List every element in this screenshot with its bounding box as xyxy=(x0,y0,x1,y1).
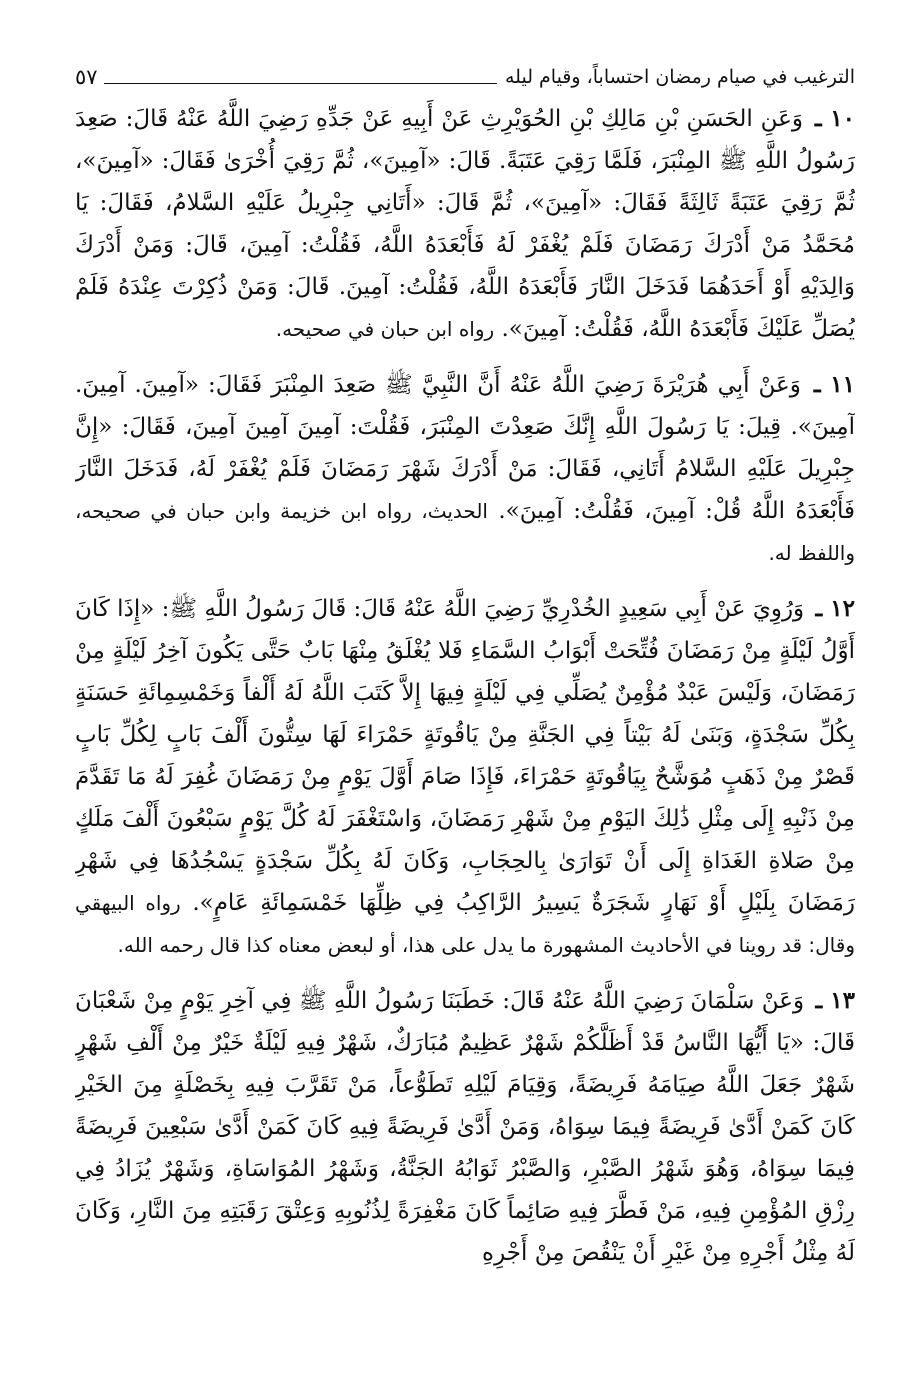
hadith-number: ١٢ ـ xyxy=(815,595,855,622)
hadith-text: وَعَنْ أَبِي هُرَيْرَةَ رَضِيَ اللَّهُ عَنْهُ أَنَّ النَّبِيَّ ﷺ صَعِدَ المِنْبَرَ فَقَالَ: «آمِينَ. آمِينَ. آمِينَ». قِيلَ: يَا رَسُولَ اللَّهِ إِنَّكَ صَعِدْتَ المِنْبَرَ، فَقُلْتَ: آمِينَ آمِينَ آمِينَ، فَقَالَ: «إِنَّ جِبْرِيلَ عَلَيْهِ السَّلامُ أَتَانِي، فَقَالَ: مَنْ أَدْرَكَ شَهْرَ رَمَضَانَ فَلَمْ يُغْفَرْ لَهُ، فَدَخَلَ النَّارَ فَأَبْعَدَهُ اللَّهُ قُلْ: آمِينَ، فَقُلْتُ: آمِينَ». xyxy=(75,372,855,524)
hadith-paragraph xyxy=(75,98,855,350)
hadith-number: ١٣ ـ xyxy=(815,987,855,1014)
hadith-paragraph xyxy=(75,588,855,966)
hadith-number: ١١ ـ xyxy=(813,371,855,398)
page-number: ٥٧ xyxy=(75,65,98,89)
book-page xyxy=(75,62,855,1352)
hadith-source: رواه ابن حبان في صحيحه. xyxy=(275,317,495,341)
hadith-source: رواه البيهقي وقال: قد روينا في الأحاديث المشهورة ما يدل على هذا، أو لبعض معناه كذا قال رحمه الله. xyxy=(75,891,855,957)
hadith-text: وَعَنْ سَلْمَانَ رَضِيَ اللَّهُ عَنْهُ قَالَ: خَطَبَنَا رَسُولُ اللَّهِ ﷺ فِي آخِرِ يَوْمٍ مِنْ شَعْبَانَ قَالَ: «يَا أَيُّهَا النَّاسُ قَدْ أَظَلَّكُمْ شَهْرٌ عَظِيمٌ مُبَارَكٌ، شَهْرٌ فِيهِ لَيْلَةٌ خَيْرٌ مِنْ أَلْفِ شَهْرٍ شَهْرٌ جَعَلَ اللَّهُ صِيَامَهُ فَرِيضَةً، وَقِيَامَ لَيْلِهِ تَطَوُّعاً، مَنْ تَقَرَّبَ فِيهِ بِخَصْلَةٍ مِنَ الخَيْرِ كَانَ كَمَنْ أَدَّىٰ فَرِيضَةً فِيمَا سِوَاهُ، وَمَنْ أَدَّىٰ فَرِيضَةً فِيهِ كَانَ كَمَنْ أَدَّىٰ سَبْعِينَ فَرِيضَةً فِيمَا سِوَاهُ، وَهُوَ شَهْرُ الصَّبْرِ، وَالصَّبْرُ ثَوَابُهُ الجَنَّةُ، وَشَهْرُ المُوَاسَاةِ، وَشَهْرٌ يُزَادُ فِي رِزْقِ المُؤْمِنِ فِيهِ، مَنْ فَطَّرَ فِيهِ صَائِماً كَانَ مَغْفِرَةً لِذُنُوبِهِ وَعِتْقَ رَقَبَتِهِ مِنَ النَّارِ، وَكَانَ لَهُ مِثْلُ أَجْرِهِ مِنْ غَيْرِ أَنْ يَنْقُصَ مِنْ أَجْرِهِ xyxy=(75,988,855,1266)
hadith-text: وَعَنِ الحَسَنِ بْنِ مَالِكِ بْنِ الحُوَيْرِثِ عَنْ أَبِيهِ عَنْ جَدِّهِ رَضِيَ اللَّهُ عَنْهُ قَالَ: صَعِدَ رَسُولُ اللَّهِ ﷺ المِنْبَرَ، فَلَمَّا رَقِيَ عَتَبَةً. قَالَ: «آمِينَ»، ثُمَّ رَقِيَ أُخْرَىٰ فَقَالَ: «آمِينَ»، ثُمَّ رَقِيَ عَتَبَةً ثَالِثَةً فَقَالَ: «آمِينَ»، ثُمَّ قَالَ: «أَتَانِي جِبْرِيلُ عَلَيْهِ السَّلامُ، فَقَالَ: يَا مُحَمَّدُ مَنْ أَدْرَكَ رَمَضَانَ فَلَمْ يُغْفَرْ لَهُ فَأَبْعَدَهُ اللَّهُ، فَقُلْتُ: آمِينَ، قَالَ: وَمَنْ أَدْرَكَ وَالِدَيْهِ أَوْ أَحَدَهُمَا فَدَخَلَ النَّارَ فَأَبْعَدَهُ اللَّهُ، فَقُلْتُ: آمِينَ. قَالَ: وَمَنْ ذُكِرْتَ عِنْدَهُ فَلَمْ يُصَلِّ عَلَيْكَ فَأَبْعَدَهُ اللَّهُ، فَقُلْتُ: آمِينَ». xyxy=(75,106,855,342)
running-header xyxy=(75,62,855,92)
header-rule xyxy=(104,83,497,84)
hadith-paragraph xyxy=(75,980,855,1274)
hadith-text: وَرُوِيَ عَنْ أَبِي سَعِيدٍ الخُدْرِيِّ رَضِيَ اللَّهُ عَنْهُ قَالَ: قَالَ رَسُولُ اللَّهِ ﷺ: «إِذَا كَانَ أَوَّلُ لَيْلَةٍ مِنْ رَمَضَانَ فُتِّحَتْ أَبْوَابُ السَّمَاءِ فَلا يُغْلَقُ مِنْهَا بَابٌ حَتَّى يَكُونَ آخِرُ لَيْلَةٍ مِنْ رَمَضَانَ، وَلَيْسَ عَبْدٌ مُؤْمِنٌ يُصَلِّي فِي لَيْلَةٍ فِيهَا إِلاَّ كَتَبَ اللَّهُ لَهُ أَلْفاً وَخَمْسِمِائَةِ حَسَنَةٍ بِكُلِّ سَجْدَةٍ، وَبَنَىٰ لَهُ بَيْتاً فِي الجَنَّةِ مِنْ يَاقُوتَةٍ حَمْرَاءَ لَهَا سِتُّونَ أَلْفَ بَابٍ لِكُلِّ بَابٍ قَصْرٌ مِنْ ذَهَبٍ مُوَشَّحٌ بِيَاقُوتَةٍ حَمْرَاءَ، فَإِذَا صَامَ أَوَّلَ يَوْمٍ مِنْ رَمَضَانَ غُفِرَ لَهُ مَا تَقَدَّمَ مِنْ ذَنْبِهِ إِلَى مِثْلِ ذَٰلِكَ اليَوْمِ مِنْ شَهْرِ رَمَضَانَ، وَاسْتَغْفَرَ لَهُ كُلَّ يَوْمٍ سَبْعُونَ أَلْفَ مَلَكٍ مِنْ صَلاةِ الغَدَاةِ إِلَى أَنْ تَوَارَىٰ بِالحِجَابِ، وَكَانَ لَهُ بِكُلِّ سَجْدَةٍ يَسْجُدُهَا فِي شَهْرِ رَمَضَانَ بِلَيْلٍ أَوْ نَهَارٍ شَجَرَةٌ يَسِيرُ الرَّاكِبُ فِي ظِلِّهَا خَمْسَمِائَةِ عَامٍ». xyxy=(75,596,855,916)
chapter-title: الترغيب في صيام رمضان احتساباً، وقيام ليله xyxy=(504,66,855,88)
hadith-paragraph xyxy=(75,364,855,574)
hadith-source: الحديث، رواه ابن خزيمة وابن حبان في صحيحه، واللفظ له. xyxy=(75,499,855,565)
hadith-number: ١٠ ـ xyxy=(814,105,855,132)
